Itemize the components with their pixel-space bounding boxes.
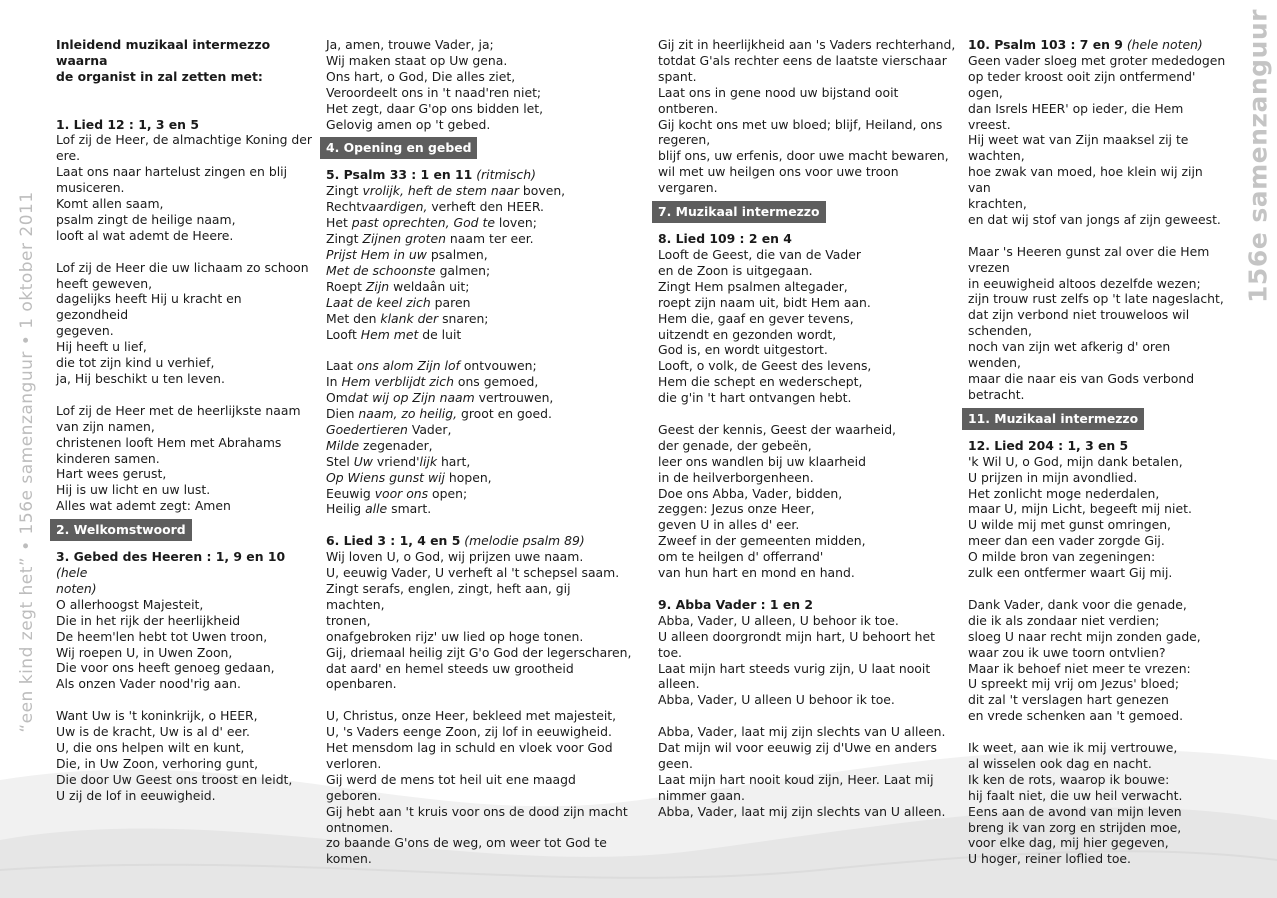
lyric-line: der genade, der gebeën, xyxy=(658,437,812,453)
section-heading: 2. Welkomstwoord xyxy=(50,519,192,541)
lyric-line: dat aard' en hemel steeds uw grootheid xyxy=(326,660,574,676)
verse xyxy=(658,422,958,581)
lyric-line: Hart wees gerust, xyxy=(56,466,167,482)
lyric-line: Roept Zijn weldaân uit; xyxy=(326,278,470,294)
lyric-line: Komt allen saam, xyxy=(56,196,164,212)
lyric-line: alleen. xyxy=(658,676,700,692)
song-title: 9. Abba Vader : 1 en 2 xyxy=(658,596,813,612)
lyric-line: Het past oprechten, God te loven; xyxy=(326,215,537,231)
verse xyxy=(56,260,312,387)
lyric-line: noch van zijn wet afkerig d' oren wenden, xyxy=(968,339,1171,371)
lyric-line: breng ik van zorg en strijden moe, xyxy=(968,819,1182,835)
lyric-line: Prijst Hem in uw psalmen, xyxy=(326,246,488,262)
lyric-line: hij faalt niet, die uw heil verwacht. xyxy=(968,787,1183,803)
lyric-line: Zingt vrolijk, heft de stem naar boven, xyxy=(326,183,566,199)
lyric-line: U wilde mij met gunst omringen, xyxy=(968,517,1171,533)
lyric-line: Looft, o volk, de Geest des levens, xyxy=(658,358,872,374)
lyric-line: Maar 's Heeren gunst zal over die Hem vrezen xyxy=(968,243,1210,275)
lyric-line: Gelovig amen op 't gebed. xyxy=(326,116,491,132)
lyric-line: van zijn namen, xyxy=(56,418,155,434)
lyric-line: Abba, Vader, U alleen, U behoor ik toe. xyxy=(658,612,899,628)
verse xyxy=(658,247,958,406)
lyric-line: U, Christus, onze Heer, bekleed met majesteit, xyxy=(326,708,617,724)
lyric-line: Laat de keel zich paren xyxy=(326,294,471,310)
verse xyxy=(56,597,312,692)
lyric-line: Gij kocht ons met uw bloed; blijf, Heiland, ons xyxy=(658,116,943,132)
lyric-line: Die door Uw Geest ons troost en leidt, xyxy=(56,771,293,787)
column-1 xyxy=(56,37,312,804)
lyric-line: Die voor ons heeft genoeg gedaan, xyxy=(56,660,275,676)
lyric-line: Wij loven U, o God, wij prijzen uwe naam. xyxy=(326,549,584,565)
lyric-line: totdat G'als rechter eens de laatste vierschaar xyxy=(658,52,947,68)
lyric-line: sloeg U naar recht mijn zonden gade, xyxy=(968,628,1201,644)
lyric-line: heeft geweven, xyxy=(56,275,153,291)
verse xyxy=(326,37,632,132)
lyric-line: die tot zijn kind u verhief, xyxy=(56,355,215,371)
lyric-line: Zweef in der gemeenten midden, xyxy=(658,533,866,549)
lyric-line: die g'in 't hart ontvangen hebt. xyxy=(658,390,852,406)
lyric-line: Hij weet wat van Zijn maaksel zij te wachten, xyxy=(968,132,1189,164)
column-4 xyxy=(968,37,1226,867)
song-title: 12. Lied 204 : 1, 3 en 5 xyxy=(968,437,1129,453)
lyric-line: Goedertieren Vader, xyxy=(326,421,452,437)
lyric-line: Lof zij de Heer, de almachtige Koning der xyxy=(56,132,312,148)
lyric-line: Abba, Vader, laat mij zijn slechts van U alleen. xyxy=(658,724,946,740)
lyric-line: hoe zwak van moed, hoe klein wij zijn van xyxy=(968,164,1203,196)
lyric-line: ere. xyxy=(56,148,81,164)
lyric-line: U, eeuwig Vader, U verheft al 't schepsel saam. xyxy=(326,565,620,581)
lyric-line: Laat ons alom Zijn lof ontvouwen; xyxy=(326,358,537,374)
lyric-line: U zij de lof in eeuwigheid. xyxy=(56,787,216,803)
lyric-line: Wij maken staat op Uw gena. xyxy=(326,52,508,68)
lyric-line: U hoger, reiner loflied toe. xyxy=(968,851,1131,867)
verse xyxy=(658,613,958,708)
lyric-line: Eens aan de avond van mijn leven xyxy=(968,803,1182,819)
lyric-line: regeren, xyxy=(658,132,711,148)
lyric-line: Zingt Hem psalmen altegader, xyxy=(658,278,848,294)
lyric-line: toe. xyxy=(658,644,683,660)
lyric-line: geen. xyxy=(658,755,693,771)
lyric-line: en vrede schenken aan 't gemoed. xyxy=(968,708,1184,724)
lyric-line: Het zegt, daar G'op ons bidden let, xyxy=(326,100,544,116)
lyric-line: Lof zij de Heer die uw lichaam zo schoon xyxy=(56,259,309,275)
lyric-line: zo baande G'ons de weg, om weer tot God te xyxy=(326,835,607,851)
lyric-line: leer ons wandlen bij uw klaarheid xyxy=(658,453,866,469)
lyric-line: kinderen samen. xyxy=(56,450,160,466)
lyric-line: Laat mijn hart steeds vurig zijn, U laat nooit xyxy=(658,660,931,676)
lyric-line: Stel Uw vriend'lijk hart, xyxy=(326,453,471,469)
lyric-line: Ons hart, o God, Die alles ziet, xyxy=(326,68,516,84)
intro-text xyxy=(56,37,312,85)
lyric-line: Looft de Geest, die van de Vader xyxy=(658,246,861,262)
lyric-line: Uw is de kracht, Uw is al d' eer. xyxy=(56,724,250,740)
lyric-line: dagelijks heeft Hij u kracht en gezondheid xyxy=(56,291,242,323)
verse xyxy=(968,454,1226,581)
lyric-line: Hij is uw licht en uw lust. xyxy=(56,482,211,498)
lyric-line: Geen vader sloeg met groter mededogen xyxy=(968,52,1226,68)
lyric-line: Gij hebt aan 't kruis voor ons de dood zijn macht xyxy=(326,803,628,819)
lyric-line: Gij werd de mens tot heil uit ene maagd geboren. xyxy=(326,771,576,803)
lyric-line: zeggen: Jezus onze Heer, xyxy=(658,501,815,517)
lyric-line: en de Zoon is uitgegaan. xyxy=(658,262,813,278)
lyric-line: wil met uw heilgen ons voor uwe troon vergaren. xyxy=(658,164,899,196)
lyric-line: al wisselen ook dag en nacht. xyxy=(968,755,1152,771)
song-title: 6. Lied 3 : 1, 4 en 5 (melodie psalm 89) xyxy=(326,533,585,549)
lyric-line: om te heilgen d' offerrand' xyxy=(658,549,824,565)
lyric-line: Die in het rijk der heerlijkheid xyxy=(56,612,241,628)
lyric-line: voor elke dag, mij hier gegeven, xyxy=(968,835,1169,851)
lyric-line: musiceren. xyxy=(56,180,125,196)
lyric-line: O milde bron van zegeningen: xyxy=(968,549,1156,565)
verse xyxy=(56,403,312,514)
lyric-line: dat zijn verbond niet trouweloos wil schenden, xyxy=(968,307,1190,339)
lyric-line: Gij zit in heerlijkheid aan 's Vaders rechterhand, xyxy=(658,37,956,52)
lyric-line: dan Isrels HEER' op ieder, die Hem vreest. xyxy=(968,100,1184,132)
verse xyxy=(658,37,958,196)
lyric-line: Maar ik behoef niet meer te vrezen: xyxy=(968,660,1191,676)
lyric-line: Inleidend muzikaal intermezzo waarna xyxy=(56,37,271,68)
verse xyxy=(56,708,312,803)
lyric-line: Ik ken de rots, waarop ik bouwe: xyxy=(968,771,1170,787)
lyric-line: waar zou ik uwe toorn ontvlien? xyxy=(968,644,1166,660)
lyric-line: Gij, driemaal heilig zijt G'o God der legerscharen, xyxy=(326,644,632,660)
lyric-line: de organist in zal zetten met: xyxy=(56,68,263,84)
section-heading: 7. Muzikaal intermezzo xyxy=(652,201,826,223)
lyric-line: Veroordeelt ons in 't naad'ren niet; xyxy=(326,84,542,100)
lyric-line: In Hem verblijdt zich ons gemoed, xyxy=(326,374,539,390)
lyric-line: Eeuwig voor ons open; xyxy=(326,485,468,501)
verse xyxy=(968,597,1226,724)
lyric-line: U spreekt mij vrij om Jezus' bloed; xyxy=(968,676,1180,692)
lyric-line: O allerhoogst Majesteit, xyxy=(56,596,204,612)
lyric-line: onafgebroken rijz' uw lied op hoge tonen. xyxy=(326,628,584,644)
lyric-line: Abba, Vader, U alleen U behoor ik toe. xyxy=(658,692,895,708)
lyric-line: maar U, mijn Licht, begeeft mij niet. xyxy=(968,501,1192,517)
verse xyxy=(326,708,632,867)
lyric-line: Doe ons Abba, Vader, bidden, xyxy=(658,485,843,501)
lyric-line: in eeuwigheid altoos dezelfde wezen; xyxy=(968,275,1201,291)
lyric-line: christenen looft Hem met Abrahams xyxy=(56,434,282,450)
lyric-line: Het mensdom lag in schuld en vloek voor God xyxy=(326,740,613,756)
lyric-line: zulk een ontfermer waart Gij mij. xyxy=(968,565,1173,581)
verse xyxy=(56,132,312,243)
lyric-line: Zingt serafs, englen, zingt, heft aan, gij machten, xyxy=(326,580,571,612)
verse xyxy=(968,244,1226,403)
lyric-line: Omdat wij op Zijn naam vertrouwen, xyxy=(326,390,554,406)
lyric-line: U, 's Vaders eenge Zoon, zij lof in eeuwigheid. xyxy=(326,724,612,740)
lyric-line: Heilig alle smart. xyxy=(326,501,432,517)
lyric-line: Laat mijn hart nooit koud zijn, Heer. Laat mij xyxy=(658,771,934,787)
verse xyxy=(326,549,632,692)
verse xyxy=(968,740,1226,867)
lyric-line: geven U in alles d' eer. xyxy=(658,517,800,533)
lyric-line: Op Wiens gunst wij hopen, xyxy=(326,469,492,485)
lyric-line: ontnomen. xyxy=(326,819,394,835)
lyric-line: U, die ons helpen wilt en kunt, xyxy=(56,739,245,755)
lyric-line: roept zijn naam uit, bidt Hem aan. xyxy=(658,294,871,310)
lyric-line: looft al wat ademt de Heere. xyxy=(56,227,234,243)
lyric-line: Het zonlicht moge nederdalen, xyxy=(968,485,1160,501)
lyric-line: Geest der kennis, Geest der waarheid, xyxy=(658,421,896,437)
lyric-line: spant. xyxy=(658,68,697,84)
verse xyxy=(968,53,1226,228)
lyric-line: Alles wat ademt zegt: Amen xyxy=(56,498,231,514)
lyric-line: komen. xyxy=(326,851,372,867)
lyric-line: gegeven. xyxy=(56,323,114,339)
song-title: 5. Psalm 33 : 1 en 11 (ritmisch) xyxy=(326,167,536,183)
lyric-line: in de heilverborgenheen. xyxy=(658,469,814,485)
column-2 xyxy=(326,37,632,867)
lyric-line: krachten, xyxy=(968,196,1027,212)
lyric-line: verloren. xyxy=(326,755,382,771)
lyric-line: en dat wij stof van jongs af zijn geweest. xyxy=(968,211,1221,227)
lyric-line: meer dan een vader zorgde Gij. xyxy=(968,533,1165,549)
lyric-line: Want Uw is 't koninkrijk, o HEER, xyxy=(56,708,258,724)
lyric-line: Die, in Uw Zoon, verhoring gunt, xyxy=(56,755,259,771)
lyric-line: op teder kroost ooit zijn ontfermend' ogen, xyxy=(968,68,1196,100)
lyric-line: Dat mijn wil voor eeuwig zij d'Uwe en anders xyxy=(658,740,937,756)
song-title: 1. Lied 12 : 1, 3 en 5 xyxy=(56,116,199,132)
lyric-line: nimmer gaan. xyxy=(658,787,745,803)
lyric-line: blijf ons, uw erfenis, door uwe macht bewaren, xyxy=(658,148,949,164)
lyric-line: Looft Hem met de luit xyxy=(326,326,462,342)
lyric-line: Met den klank der snaren; xyxy=(326,310,489,326)
section-heading: 4. Opening en gebed xyxy=(320,137,477,159)
lyric-line: openbaren. xyxy=(326,676,397,692)
lyric-line: dit zal 't verslagen hart genezen xyxy=(968,692,1169,708)
lyric-line: Hij heeft u lief, xyxy=(56,339,147,355)
song-title-note: noten) xyxy=(56,580,97,596)
lyric-line: Milde zegenader, xyxy=(326,437,433,453)
verse xyxy=(326,183,632,342)
verse xyxy=(658,724,958,819)
lyric-line: tronen, xyxy=(326,612,371,628)
section-heading: 11. Muzikaal intermezzo xyxy=(962,408,1144,430)
lyric-line: die ik als zondaar niet verdien; xyxy=(968,612,1160,628)
lyric-line: Dien naam, zo heilig, groot en goed. xyxy=(326,406,552,422)
lyric-line: Rechtvaardigen, verheft den HEER. xyxy=(326,199,544,215)
lyric-line: ja, Hij beschikt u ten leven. xyxy=(56,370,225,386)
song-title: 3. Gebed des Heeren : 1, 9 en 10 (hele xyxy=(56,549,286,581)
lyric-line: God is, en wordt uitgestort. xyxy=(658,342,828,358)
lyric-line: Hem die schept en wederschept, xyxy=(658,374,863,390)
lyric-line: De heem'len hebt tot Uwen troon, xyxy=(56,628,268,644)
lyric-line: maar die naar eis van Gods verbond betracht. xyxy=(968,371,1195,402)
lyric-line: Laat ons naar hartelust zingen en blij xyxy=(56,164,288,180)
song-title: 8. Lied 109 : 2 en 4 xyxy=(658,231,792,247)
lyric-line: Dank Vader, dank voor die genade, xyxy=(968,596,1187,612)
lyric-line: Wij roepen U, in Uwen Zoon, xyxy=(56,644,233,660)
lyric-line: 'k Wil U, o God, mijn dank betalen, xyxy=(968,453,1183,469)
lyric-line: Zingt Zijnen groten naam ter eer. xyxy=(326,231,534,247)
lyric-line: Laat ons in gene nood uw bijstand ooit ontberen. xyxy=(658,84,899,116)
lyric-line: Ja, amen, trouwe Vader, ja; xyxy=(326,37,494,52)
column-3 xyxy=(658,37,958,820)
lyric-line: Lof zij de Heer met de heerlijkste naam xyxy=(56,402,301,418)
lyric-line: Hem die, gaaf en gever tevens, xyxy=(658,310,854,326)
lyric-line: U prijzen in mijn avondlied. xyxy=(968,469,1138,485)
lyric-line: zijn trouw rust zelfs op 't late nageslacht, xyxy=(968,291,1224,307)
lyric-line: Als onzen Vader nood'rig aan. xyxy=(56,676,241,692)
lyric-line: uitzendt en gezonden wordt, xyxy=(658,326,837,342)
verse xyxy=(326,358,632,517)
lyric-line: Met de schoonste galmen; xyxy=(326,262,491,278)
song-title: 10. Psalm 103 : 7 en 9 (hele noten) xyxy=(968,37,1203,52)
lyric-line: Abba, Vader, laat mij zijn slechts van U alleen. xyxy=(658,803,946,819)
lyric-line: Ik weet, aan wie ik mij vertrouwe, xyxy=(968,740,1178,756)
lyric-line: psalm zingt de heilige naam, xyxy=(56,211,236,227)
lyric-line: van hun hart en mond en hand. xyxy=(658,565,855,581)
lyric-line: U alleen doorgrondt mijn hart, U behoort het xyxy=(658,628,935,644)
